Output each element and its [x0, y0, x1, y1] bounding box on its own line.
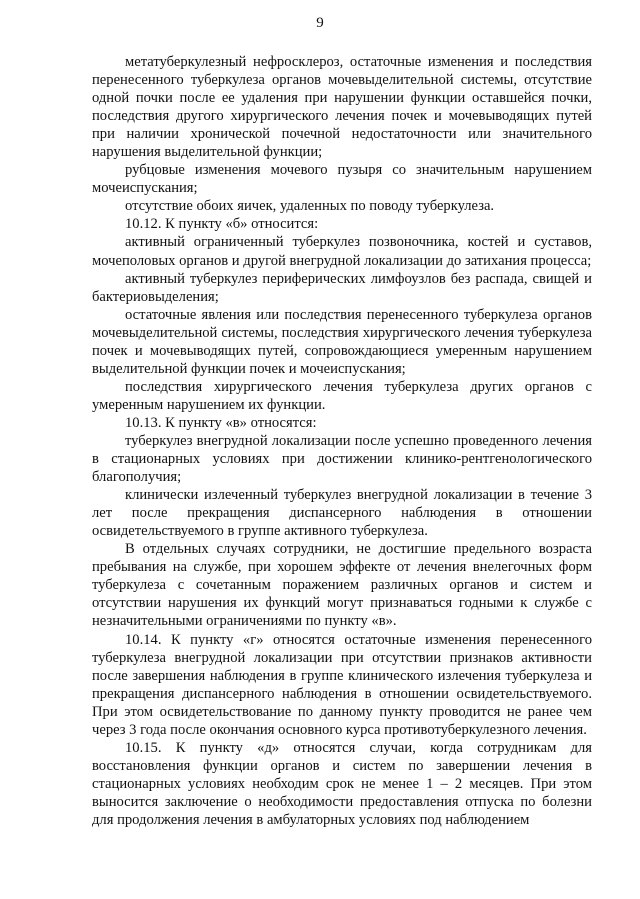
section-10-14: 10.14. К пункту «г» относятся остаточные изменения перенесенного туберкулеза внегрудной локализации при отсутствии признаков активности после завершения наблюдения в группе клинического излечения туберкулеза и прекращения диспансерного наблюдения в отношении освидетельствуемого. При этом освидетельствование по данному пункту проводится не ранее чем через 3 года после окончания основного курса противотуберкулезного лечения. — [92, 631, 592, 738]
page-number: 9 — [316, 15, 324, 31]
paragraph-exceptional-cases: В отдельных случаях сотрудники, не достигшие предельного возраста пребывания на службе, при хорошем эффекте от лечения внелегочных форм туберкулеза с сочетанным поражением различных органов и систем и отсутствии нарушения их функций могут признаваться годными к службе с незначительными ограничениями по пункту «в». — [92, 541, 592, 630]
paragraph-extrapulmonary-tb-treated: туберкулез внегрудной локализации после успешно проведенного лечения в стационарных условиях при достижении клинико-рентгенологического благополучия; — [92, 432, 592, 486]
paragraph-active-limited-tb: активный ограниченный туберкулез позвоночника, костей и суставов, мочеполовых органов и другой внегрудной локализации до затихания процесса; — [92, 234, 592, 269]
section-heading-10-12: 10.12. К пункту «б» относится: — [125, 216, 319, 233]
paragraph-lymph-node-tb: активный туберкулез периферических лимфоузлов без распада, свищей и бактериовыделения; — [92, 270, 592, 305]
section-10-15: 10.15. К пункту «д» относятся случаи, когда сотрудникам для восстановления функции органов и систем по завершении лечения в стационарных условиях необходим срок не менее 1 – 2 месяцев. При этом выносится заключение о необходимости предоставления отпуска по болезни для продолжения лечения в амбулаторных условиях под наблюдением — [92, 739, 592, 828]
paragraph-nephrosclerosis: метатуберкулезный нефросклероз, остаточные изменения и последствия перенесенного туберкулеза органов мочевыделительной системы, отсутствие одной почки после ее удаления при нарушении функции оставшейся почки, последствия другого хирургического лечения почек и мочевыводящих путей при наличии хронической почечной недостаточности или значительного нарушения выделительной функции; — [92, 54, 592, 161]
paragraph-clinically-cured-tb: клинически излеченный туберкулез внегрудной локализации в течение 3 лет после прекращения диспансерного наблюдения в отношении освидетельствуемого в группе активного туберкулеза. — [92, 487, 592, 540]
paragraph-residual-urinary-tb: остаточные явления или последствия перенесенного туберкулеза органов мочевыделительной системы, последствия хирургического лечения туберкулеза почек и мочевыводящих путей, сопровождающиеся умеренным нарушением выделительной функции почек и мочеиспускания; — [92, 306, 592, 377]
paragraph-testes-absence: отсутствие обоих яичек, удаленных по поводу туберкулеза. — [125, 198, 495, 215]
document-body — [92, 53, 592, 829]
paragraph-bladder-scarring: рубцовые изменения мочевого пузыря со значительным нарушением мочеиспускания; — [92, 162, 592, 197]
section-heading-10-13: 10.13. К пункту «в» относятся: — [125, 414, 317, 431]
paragraph-surgical-consequences: последствия хирургического лечения туберкулеза других органов с умеренным нарушением их функции. — [92, 378, 592, 413]
